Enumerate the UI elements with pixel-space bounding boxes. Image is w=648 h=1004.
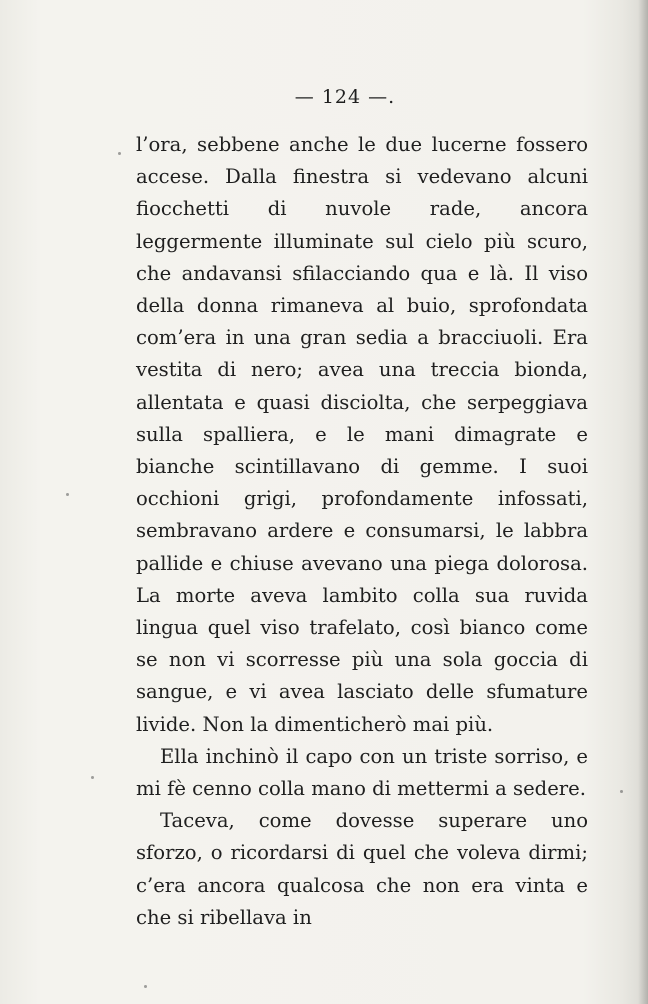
paper-speck (144, 985, 147, 988)
page-edge-shadow (638, 0, 648, 1004)
page-number: — 124 —. (294, 86, 396, 108)
body-text (136, 129, 588, 934)
paragraph: Ella inchinò il capo con un triste sorriso, e mi fè cenno colla mano di mettermi a sedere. (136, 744, 588, 801)
paragraph: Taceva, come dovesse superare uno sforzo, o ricordarsi di quel che voleva dirmi; c’era ancora qualcosa che non era vinta e che si ribellava in (136, 809, 588, 929)
paper-speck (91, 776, 94, 779)
paper-speck (66, 493, 69, 496)
paragraph: l’ora, sebbene anche le due lucerne fossero accese. Dalla finestra si vedevano alcuni fiocchetti di nuvole rade, ancora leggermente illuminate sul cielo più scuro, che andavansi sfilacciando qua e là. Il viso della donna rimaneva al buio, sprofondata com’era in una gran sedia a bracciuoli. Era vestita di nero; avea una treccia bionda, allentata e quasi disciolta, che serpeggiava sulla spalliera, e le mani dimagrate e bianche scintillavano di gemme. I suoi occhioni grigi, profondamente infossati, sembravano ardere e consumarsi, le labbra pallide e chiuse avevano una piega dolorosa. La morte aveva lambito colla sua ruvida lingua quel viso trafelato, così bianco come se non vi scorresse più una sola goccia di sangue, e vi avea lasciato delle sfumature livide. Non la dimenticherò mai più. (136, 133, 588, 736)
paper-speck (620, 790, 623, 793)
paper-speck (118, 152, 121, 155)
